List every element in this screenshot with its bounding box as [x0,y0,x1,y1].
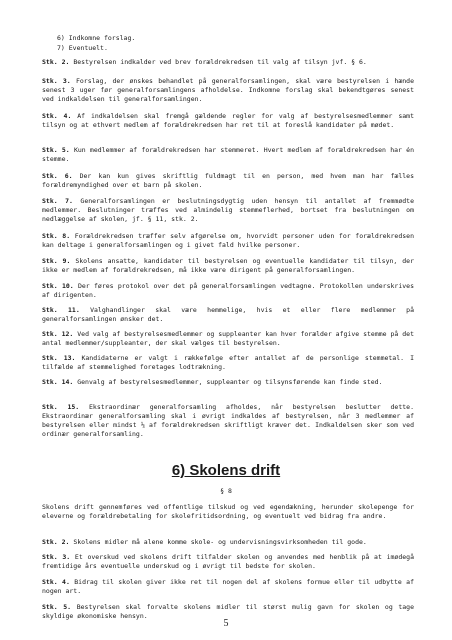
agenda-list [57,34,135,54]
paragraph-drift-stk-5: Stk. 5. Bestyrelsen skal forvalte skolens midler til størst mulig gavn for skolen og tage skyldige økonomiske hensyn. [42,603,414,620]
agenda-item: 7) Eventuelt. [57,44,108,52]
paragraph-stk-6: Stk. 6. Der kan kun gives skriftlig fuldmagt til en person, med hvem man har fælles forældremyndighed over et barn på skolen. [42,172,414,189]
section-symbol: § 8 [220,487,232,495]
section-heading: 6) Skolens drift [171,462,281,479]
paragraph-stk-14: Stk. 14. Genvalg af bestyrelsesmedlemmer, suppleanter og tilsynsførende kan finde sted. [42,378,383,386]
paragraph-stk-13: Stk. 13. Kandidaterne er valgt i rækkefølge efter antallet af de personlige stemmetal. I tilfælde af stemmelighed foretages lodtrækning. [42,354,414,371]
paragraph-stk-10: Stk. 10. Der føres protokol over det på generalforsamlingen vedtagne. Protokollen underskrives af dirigenten. [42,282,414,299]
paragraph-stk-11: Stk. 11. Valghandlinger skal være hemmelige, hvis et eller flere medlemmer på generalforsamlingen ønsker det. [42,306,414,323]
paragraph-stk-15: Stk. 15. Ekstraordinær generalforsamling afholdes, når bestyrelsen beslutter dette. Ekstraordinær generalforsamling skal i øvrigt indkaldes af bestyrelsen, når 3 medlemmer af bestyrelsen eller mindst ⅓ af forældrekredsen skriftligt kræver det. Indkaldelsen sker som ved ordinær generalforsamling. [42,403,414,438]
paragraph-stk-5: Stk. 5. Kun medlemmer af forældrekredsen har stemmeret. Hvert medlem af forældrekredsen har én stemme. [42,146,414,163]
page-number: 5 [223,618,229,629]
paragraph-stk-12: Stk. 12. Ved valg af bestyrelsesmedlemmer og suppleanter kan hver forælder afgive stemme på det antal medlemmer/suppleanter, der skal vælges til bestyrelsen. [42,330,414,347]
paragraph-stk-8: Stk. 8. Forældrekredsen træffer selv afgørelse om, hvorvidt personer uden for forældrekredsen kan deltage i generalforsamlingen og i givet fald hvilke personer. [42,232,414,249]
paragraph-stk-3: Stk. 3. Forslag, der ønskes behandlet på generalforsamlingen, skal være bestyrelsen i hænde senest 3 uger før generalforsamlingens afholdelse. Indkomne forslag skal bekendtgøres senest ved indkaldelsen til generalforsamlingen. [42,77,414,103]
paragraph-stk-2: Stk. 2. Bestyrelsen indkalder ved brev forældrekredsen til valg af tilsyn jvf. § 6. [42,58,367,66]
paragraph-stk-4: Stk. 4. Af indkaldelsen skal fremgå gældende regler for valg af bestyrelsesmedlemmer samt tilsyn og at ethvert medlem af forældrekredsen har ret til at foreslå kandidater på mødet. [42,112,414,129]
paragraph-drift-stk-4: Stk. 4. Bidrag til skolen giver ikke ret til nogen del af skolens formue eller til udbytte af nogen art. [42,578,414,595]
paragraph-drift-stk-2: Stk. 2. Skolens midler må alene komme skole- og undervisningsvirksomheden til gode. [42,538,367,546]
paragraph-stk-9: Stk. 9. Skolens ansatte, kandidater til bestyrelsen og eventuelle kandidater til tilsyn, der ikke er medlem af forældrekredsen, må ikke være dirigent på generalforsamlingen. [42,257,414,274]
paragraph-stk-7: Stk. 7. Generalforsamlingen er beslutningsdygtig uden hensyn til antallet af fremmødte medlemmer. Beslutninger træffes ved almindelig stemmeflerhed, bortset fra beslutningen om nedlæggelse af skolen, jf. § 11, stk. 2. [42,197,414,223]
paragraph-intro: Skolens drift gennemføres ved offentlige tilskud og ved egendækning, herunder skolepenge for eleverne og forældrebetaling for skolefritidsordning, og eventuelt ved bidrag fra andre. [42,503,414,520]
agenda-item: 6) Indkomne forslag. [57,34,136,42]
paragraph-drift-stk-3: Stk. 3. Et overskud ved skolens drift tilfalder skolen og anvendes med henblik på at imødegå fremtidige års eventuelle underskud og i øvrigt til bedste for skolen. [42,553,414,570]
